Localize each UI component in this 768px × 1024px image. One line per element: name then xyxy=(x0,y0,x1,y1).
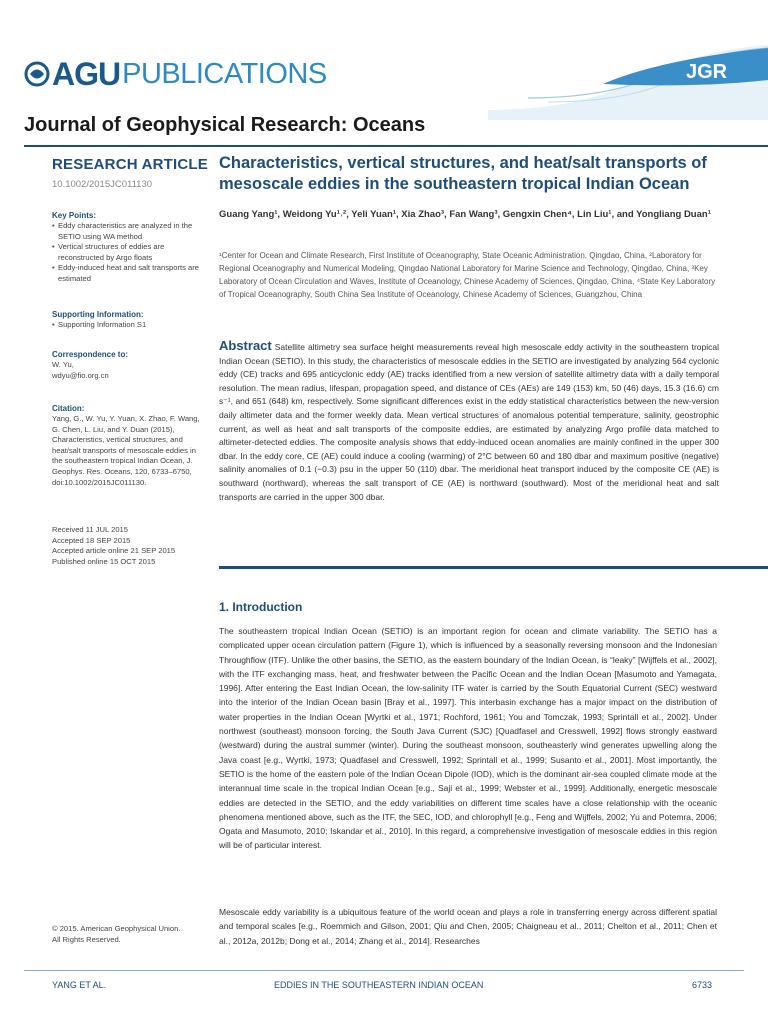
correspondence-email[interactable]: wdyu@fio.org.cn xyxy=(52,370,109,380)
footer-divider xyxy=(24,970,744,971)
received-date: Received 11 JUL 2015 xyxy=(52,525,128,534)
agu-globe-icon xyxy=(24,61,50,87)
header-divider xyxy=(24,145,768,147)
copyright-line: © 2015. American Geophysical Union. xyxy=(52,924,181,933)
abstract-heading: Abstract xyxy=(219,338,272,353)
jgr-badge xyxy=(468,40,768,120)
author-list: Guang Yang¹, Weidong Yu¹˒², Yeli Yuan¹, Xia Zhao³, Fan Wang³, Gengxin Chen⁴, Lin Liu¹, and Yongliang Duan¹ xyxy=(219,209,711,220)
correspondence-name: W. Yu, xyxy=(52,360,74,369)
journal-title: Journal of Geophysical Research: Oceans xyxy=(24,114,426,136)
jgr-badge-text: JGR xyxy=(686,61,728,83)
body-paragraph: The southeastern tropical Indian Ocean (SETIO) is an important region for ocean and climate variability. The SETIO has a complicated upper ocean circulation pattern (Figure 1), which is influenced by a seasonally reversing monsoon and the Indonesian Throughflow (ITF). Unlike the other basins, the SETIO, as the eastern boundary of the Indian Ocean, is “leaky” [Wijffels et al., 2002], with the ITF exchanging mass, heat, and freshwater between the Pacific Ocean and the Indian Ocean [Masumoto and Yamagata, 1996]. After entering the East Indian Ocean, the low-salinity ITF water is carried by the South Equatorial Current (SEC) westward into the interior of the Indian Ocean basin [Bray et al., 1997]. This interbasin exchange has a major impact on the distribution of water properties in the Indian Ocean [Wyrtki et al., 1971; Rochford, 1961; You and Tomczak, 1993; Sprintall et al., 2002]. Under northwest (southeast) monsoon forcing, the South Java Current (SJC) [Quadfasel and Cresswell, 1992] flows strongly eastward (westward) during the austral summer (winter). During the southeast monsoon, southeasterly wind generates upwelling along the Java coast [e.g., Wyrtki, 1973; Quadfasel and Cresswell, 1992; Sprintall et al., 1999; Susanto et al., 2001]. Most importantly, the SETIO is the home of the eastern pole of the Indian Ocean Dipole (IOD), which is the dominant air-sea coupled climate mode at the interannual time scale in the tropical Indian Ocean [e.g., Saji et al., 1999; Webster et al., 1999]. Additionally, energetic mesoscale eddies are detected in the SETIO, and the eddy variabilities on different time scales have a close relationship with the oceanic phenomena mentioned above, such as the ITF, the SEC, IOD, and chlorophyll [e.g., Feng and Wijffels, 2002; Yu and Potemra, 2006; Ogata and Masumoto, 2010; Iskandar et al., 2010]. In this regard, a comprehensive investigation of mesoscale eddies in this region will be of particular interest. xyxy=(219,626,717,851)
copyright-notice xyxy=(52,924,202,945)
dates-section xyxy=(52,525,202,567)
key-point-item: • Eddy characteristics are analyzed in the SETIO using WA method xyxy=(52,221,202,242)
abstract-text: Satellite altimetry sea surface height measurements reveal high mesoscale eddy activity in the southeastern tropical Indian Ocean (SETIO). In this study, the characteristics of mesoscale eddies in the SETIO are investigated by analyzing 564 cyclonic eddy (CE) tracks and 695 anticyclonic eddy (AE) tracks identified from a new version of satellite altimetry data with a daily temporal resolution. The mean radius, lifespan, propagation speed, and distance of CEs (AEs) are 149 (153) km, 50 (46) days, 15.3 (16.6) cm s⁻¹, and 651 (648) km, respectively. Some significant differences exist in the eddy statistical characteristics between the new-version daily altimeter data and the former weekly data. Mean vertical structures of anomalous potential temperature, salinity, geostrophic current, as well as heat and salt transports of the composite eddies, are estimated by analyzing Argo profile data matched to altimeter-detected eddies. The composite analysis shows that eddy-induced ocean anomalies are mainly confined in the upper 300 dbar. In the eddy core, CE (AE) could induce a cooling (warming) of 2°C between 60 and 180 dbar and maximum positive (negative) salinity anomalies of 0.1 (−0.3) psu in the upper 50 (110) dbar. The meridional heat transport induced by the composite CE (AE) is southward (northward), whereas the salt transport of CE (AE) is northward (southward). Most of the meridional heat and salt transports are carried in the upper 300 dbar. xyxy=(219,342,719,502)
supporting-info-section xyxy=(52,310,202,331)
logo-publications-text: PUBLICATIONS xyxy=(122,57,327,90)
supporting-info-heading: Supporting Information: xyxy=(52,310,144,319)
copyright-rights: All Rights Reserved. xyxy=(52,934,121,944)
key-points-heading: Key Points: xyxy=(52,211,97,220)
supporting-info-link[interactable]: • Supporting Information S1 xyxy=(52,320,202,331)
doi-link[interactable]: 10.1002/2015JC011130 xyxy=(52,179,153,190)
body-paragraph: Mesoscale eddy variability is a ubiquitous feature of the world ocean and plays a role in transferring energy across different spatial and temporal scales [e.g., Roemmich and Gilson, 2001; Qiu and Chen, 2005; Chaigneau et al., 2011; Chelton et al., 2011; Chen et al., 2012a, 2012b; Dong et al., 2014; Zhang et al., 2014]. Researches xyxy=(219,907,717,946)
accepted-date: Accepted 18 SEP 2015 xyxy=(52,535,131,545)
section-heading-introduction: 1. Introduction xyxy=(219,600,303,614)
key-point-item: • Eddy-induced heat and salt transports are estimated xyxy=(52,263,202,284)
published-online-date: Published online 15 OCT 2015 xyxy=(52,556,156,566)
citation-text: Yang, G., W. Yu, Y. Yuan, X. Zhao, F. Wang, G. Chen, L. Liu, and Y. Duan (2015), Characteristics, vertical structures, and heat/salt transports of mesoscale eddies in the southeastern tropical Indian Ocean, J. Geophys. Res. Oceans, 120, 6733–6750, doi:10.1002/2015JC011130. xyxy=(52,414,200,487)
abstract-divider xyxy=(219,566,768,569)
abstract-block xyxy=(219,339,719,504)
logo-agu-text: AGU xyxy=(52,55,121,92)
key-point-item: • Vertical structures of eddies are reconstructed by Argo floats xyxy=(52,242,202,263)
correspondence-section xyxy=(52,350,202,381)
supporting-info-list xyxy=(52,320,202,331)
citation-heading: Citation: xyxy=(52,404,85,413)
key-points-section xyxy=(52,211,202,285)
accepted-online-date: Accepted article online 21 SEP 2015 xyxy=(52,546,176,556)
article-type: RESEARCH ARTICLE xyxy=(52,156,208,173)
footer-authors: YANG ET AL. xyxy=(52,980,107,990)
citation-section xyxy=(52,404,200,488)
key-points-list xyxy=(52,221,202,285)
footer-page-number: 6733 xyxy=(691,980,712,990)
correspondence-heading: Correspondence to: xyxy=(52,350,129,359)
article-title: Characteristics, vertical structures, and heat/salt transports of mesoscale eddies in the southeastern tropical Indian Ocean xyxy=(219,154,707,193)
footer-running-title: EDDIES IN THE SOUTHEASTERN INDIAN OCEAN xyxy=(274,980,484,990)
affiliations: ¹Center for Ocean and Climate Research, First Institute of Oceanography, State Oceanic Administration, Qingdao, China, ²Laboratory for Regional Oceanography and Numerical Modeling, Qingdao National Laboratory for Marine Science and Technology, Qingdao, China, ³Key Laboratory of Ocean Circulation and Waves, Institute of Oceanology, Chinese Academy of Sciences, Qingdao, China, ⁴State Key Laboratory of Tropical Oceanography, South China Sea Institute of Oceanology, Chinese Academy of Sciences, Guangzhou, China xyxy=(219,251,716,299)
agu-publications-logo xyxy=(24,56,327,92)
